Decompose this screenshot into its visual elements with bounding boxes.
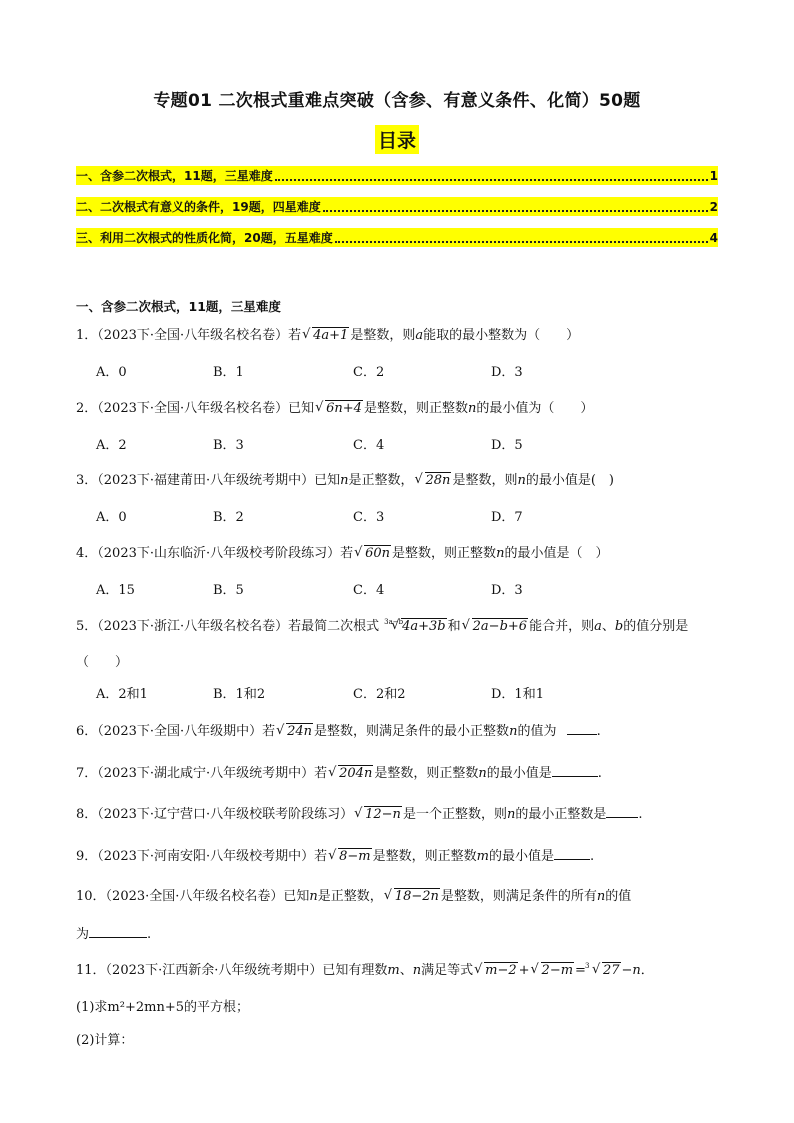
option-c[interactable]: C．4 bbox=[353, 438, 385, 453]
option-b[interactable]: B．5 bbox=[213, 583, 244, 598]
question-text: 是整数，则满足条件的所有 bbox=[440, 889, 597, 904]
option-b[interactable]: B．2 bbox=[213, 510, 244, 525]
answer-blank[interactable] bbox=[552, 764, 598, 777]
math-variable: n bbox=[517, 473, 526, 488]
question-text: 11．（2023下·江西新余·八年级统考期中）已知有理数 bbox=[76, 963, 388, 978]
question-1 bbox=[76, 327, 579, 345]
answer-blank[interactable] bbox=[554, 847, 590, 860]
question-4 bbox=[76, 545, 608, 563]
question-text: 满足等式 bbox=[421, 963, 474, 978]
question-text: 是整数，则正整数 bbox=[363, 401, 468, 416]
question-text: 6．（2023下·全国·八年级期中）若 bbox=[76, 724, 276, 739]
document-title: 专题01 二次根式重难点突破（含参、有意义条件、化简）50题 bbox=[153, 91, 641, 111]
toc-entry-page: 1 bbox=[709, 169, 718, 183]
option-a[interactable]: A．0 bbox=[96, 365, 127, 380]
toc-leader-dots bbox=[335, 241, 708, 243]
option-c[interactable]: C．2 bbox=[353, 365, 385, 380]
math-variable: n bbox=[412, 963, 422, 978]
sqrt-expression: √ 18−2n bbox=[384, 888, 440, 906]
question-text: 的值 bbox=[605, 889, 632, 904]
option-d[interactable]: D．1和1 bbox=[491, 687, 544, 702]
question-11-part-1: (1)求m²+2mn+5的平方根； bbox=[76, 1000, 249, 1015]
question-text: 2．（2023下·全国·八年级名校名卷）已知 bbox=[76, 401, 315, 416]
sqrt-expression: √ 24n bbox=[276, 723, 313, 741]
math-variable: n bbox=[496, 546, 505, 561]
question-text: 是整数，则正整数 bbox=[392, 546, 497, 561]
option-c[interactable]: C．2和2 bbox=[353, 687, 406, 702]
question-text: 是正整数， bbox=[317, 889, 383, 904]
option-a[interactable]: A．2和1 bbox=[96, 687, 148, 702]
option-c[interactable]: C．4 bbox=[353, 583, 385, 598]
cube-root-expression: √ 3 27 bbox=[592, 962, 621, 980]
sqrt-expression: √ m−2 bbox=[474, 962, 518, 980]
sqrt-expression: √ 6n+4 bbox=[315, 400, 363, 418]
answer-blank[interactable] bbox=[606, 805, 638, 818]
question-text: 是一个正整数，则 bbox=[402, 807, 507, 822]
question-10-line-2: 为 . bbox=[76, 927, 152, 942]
question-text: 的最小值是 bbox=[488, 849, 554, 864]
question-11-part-2: (2)计算： bbox=[76, 1033, 134, 1048]
sqrt-expression: √ 28n bbox=[415, 472, 452, 490]
question-text: 的值分别是 bbox=[623, 619, 689, 634]
option-d[interactable]: D．3 bbox=[491, 583, 523, 598]
option-a[interactable]: A．15 bbox=[96, 583, 135, 598]
question-10 bbox=[76, 888, 631, 906]
option-d[interactable]: D．7 bbox=[491, 510, 523, 525]
sqrt-expression: √ 12−n bbox=[354, 806, 402, 824]
question-text: 是整数，则正整数 bbox=[372, 849, 477, 864]
math-variable: b bbox=[614, 619, 624, 634]
sqrt-expression: √ 2a−b+6 bbox=[462, 618, 528, 636]
question-text: 的最小值是( ) bbox=[525, 473, 614, 488]
answer-blank[interactable] bbox=[89, 925, 147, 938]
question-9: 9．（2023下·河南安阳·八年级校考期中）若√ 8−m 是整数，则正整数m的最小值是 . bbox=[76, 847, 594, 866]
toc-entry-label: 三、利用二次根式的性质化简，20题，五星难度 bbox=[76, 231, 333, 245]
question-text: 的最小正整数是 bbox=[515, 807, 607, 822]
question-text: 能取的最小整数为（ ） bbox=[423, 328, 580, 343]
toc-entry-label: 二、二次根式有意义的条件，19题，四星难度 bbox=[76, 200, 321, 214]
toc-heading-wrap bbox=[0, 125, 794, 154]
option-b[interactable]: B．3 bbox=[213, 438, 244, 453]
question-text: 的值为 bbox=[517, 724, 557, 739]
sqrt-expression: √ 2−m bbox=[531, 962, 575, 980]
section-heading: 一、含参二次根式，11题，三星难度 bbox=[76, 299, 281, 314]
question-text: 是整数，则正整数 bbox=[374, 766, 479, 781]
question-text: 8．（2023下·辽宁营口·八年级校联考阶段练习） bbox=[76, 807, 354, 822]
math-variable: a bbox=[415, 328, 424, 343]
toc-leader-dots bbox=[323, 210, 708, 212]
option-c[interactable]: C．3 bbox=[353, 510, 385, 525]
math-variable: n bbox=[506, 807, 516, 822]
option-a[interactable]: A．0 bbox=[96, 510, 127, 525]
question-text: 5．（2023下·浙江·八年级名校名卷）若最简二次根式 bbox=[76, 619, 380, 634]
question-text: 是整数，则 bbox=[350, 328, 416, 343]
math-variable: n bbox=[596, 889, 606, 904]
nth-root-expression: √ 3a−b 4a+3b bbox=[391, 618, 447, 636]
math-variable: n bbox=[340, 473, 349, 488]
question-text: 是正整数， bbox=[348, 473, 414, 488]
sqrt-expression: √ 8−m bbox=[328, 848, 372, 866]
toc-entry-1[interactable] bbox=[76, 166, 718, 185]
root-index: √ 3a−b bbox=[384, 618, 404, 626]
question-3 bbox=[76, 472, 614, 490]
question-text: 7．（2023下·湖北咸宁·八年级统考期中）若 bbox=[76, 766, 328, 781]
toc-entry-2[interactable] bbox=[76, 197, 718, 216]
answer-blank[interactable] bbox=[567, 722, 597, 735]
option-d[interactable]: D．5 bbox=[491, 438, 523, 453]
toc-entry-page: 4 bbox=[709, 231, 718, 245]
math-variable: m bbox=[476, 849, 489, 864]
question-6: 6．（2023下·全国·八年级期中）若√ 24n 是整数，则满足条件的最小正整数n的值为 . bbox=[76, 722, 601, 741]
math-variable: a bbox=[594, 619, 602, 634]
question-text: 的最小值是（ ） bbox=[504, 546, 609, 561]
option-b[interactable]: B．1 bbox=[213, 365, 244, 380]
question-text: 1．（2023下·全国·八年级名校名卷）若 bbox=[76, 328, 302, 343]
root-index: √ 3 bbox=[584, 962, 590, 970]
sqrt-expression: √ 204n bbox=[328, 765, 373, 783]
toc-entry-page: 2 bbox=[709, 200, 718, 214]
sqrt-expression: √ 4a+1 bbox=[302, 327, 349, 345]
math-variable: n bbox=[309, 889, 318, 904]
sqrt-expression: √ 60n bbox=[354, 545, 391, 563]
question-5-line-2: （ ） bbox=[76, 655, 129, 670]
math-variable: n bbox=[509, 724, 518, 739]
option-a[interactable]: A．2 bbox=[96, 438, 127, 453]
question-text: 的最小值是 bbox=[486, 766, 552, 781]
toc-heading: 目录 bbox=[375, 125, 419, 154]
math-variable: n bbox=[467, 401, 477, 416]
question-text: 是整数，则满足条件的最小正整数 bbox=[314, 724, 510, 739]
question-5: 5．（2023下·浙江·八年级名校名卷）若最简二次根式 √ 3a−b 4a+3b 和√ 2a−b+6 能合并，则a、b的值分别是 bbox=[76, 618, 688, 636]
math-variable: n bbox=[478, 766, 487, 781]
question-text: 9．（2023下·河南安阳·八年级校考期中）若 bbox=[76, 849, 328, 864]
question-7: 7．（2023下·湖北咸宁·八年级统考期中）若√ 204n 是整数，则正整数n的最小值是 . bbox=[76, 764, 602, 783]
question-text: 4．（2023下·山东临沂·八年级校考阶段练习）若 bbox=[76, 546, 354, 561]
question-text: 的最小值为（ ） bbox=[476, 401, 594, 416]
option-b[interactable]: B．1和2 bbox=[213, 687, 266, 702]
question-8: 8．（2023下·辽宁营口·八年级校联考阶段练习）√ 12−n 是一个正整数，则n的最小正整数是 . bbox=[76, 805, 642, 824]
toc-entry-3[interactable] bbox=[76, 228, 718, 247]
question-2 bbox=[76, 400, 593, 418]
option-d[interactable]: D．3 bbox=[491, 365, 523, 380]
question-text: 和 bbox=[447, 619, 461, 634]
math-variable: m bbox=[387, 963, 400, 978]
question-text: 是整数，则 bbox=[452, 473, 518, 488]
math-variable: n bbox=[632, 963, 641, 978]
question-text: 能合并，则 bbox=[529, 619, 595, 634]
question-text: 10．（2023·全国·八年级名校名卷）已知 bbox=[76, 889, 310, 904]
question-11: 11．（2023下·江西新余·八年级统考期中）已知有理数m、n满足等式√ m−2 +√ 2−m = √ 3 27 −n． bbox=[76, 962, 654, 980]
toc-entry-label: 一、含参二次根式，11题，三星难度 bbox=[76, 169, 273, 183]
toc-leader-dots bbox=[275, 179, 708, 181]
question-text: 3．（2023下·福建莆田·八年级统考期中）已知 bbox=[76, 473, 341, 488]
